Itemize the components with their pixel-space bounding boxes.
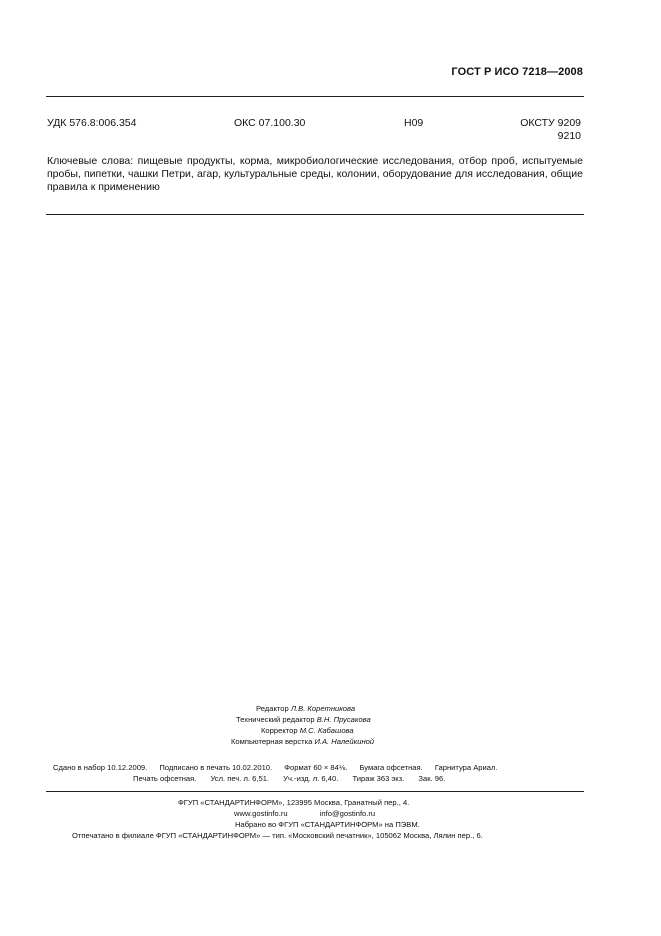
publisher-address: ФГУП «СТАНДАРТИНФОРМ», 123995 Москва, Гранатный пер., 4. (178, 798, 410, 807)
group-code: Н09 (404, 117, 424, 129)
printing: Печать офсетная. (133, 774, 197, 783)
tech-editor-label: Технический редактор (236, 715, 315, 724)
editor-name: Л.В. Коретникова (290, 704, 356, 713)
udk-code: УДК 576.8:006.354 (47, 117, 137, 129)
signed-date: Подписано в печать 10.02.2010. (159, 763, 273, 772)
printer-info: Отпечатано в филиале ФГУП «СТАНДАРТИНФОРМ» — тип. «Московский печатник», 105062 Москва, Лялин пер., 6. (72, 831, 483, 840)
oks-code: ОКС 07.100.30 (234, 117, 306, 129)
font-info: Гарнитура Ариал. (434, 763, 498, 772)
keywords-divider (46, 214, 584, 215)
typeset-date: Сдано в набор 10.12.2009. (53, 763, 148, 772)
okstu-codes (520, 117, 581, 143)
layout-label: Компьютерная верстка (231, 737, 313, 746)
layout-credit (231, 736, 374, 747)
imprint-divider (46, 791, 584, 792)
email-link[interactable]: info@gostinfo.ru (319, 809, 376, 818)
paper: Бумага офсетная. (359, 763, 423, 772)
corrector-label: Корректор (261, 726, 298, 735)
format: Формат 60 × 84⅛. (284, 763, 348, 772)
okstu-code-2: 9210 (557, 130, 581, 142)
contact-line (234, 808, 405, 819)
print-run: Тираж 363 экз. (352, 774, 405, 783)
corrector-name: М.С. Кабашова (299, 726, 354, 735)
editor-credit (256, 703, 355, 714)
publishing-line-1 (53, 762, 508, 773)
tech-editor-credit (236, 714, 371, 725)
okstu-code-1: ОКСТУ 9209 (520, 117, 581, 129)
order-number: Зак. 96. (418, 774, 446, 783)
top-divider (46, 96, 584, 97)
layout-name: И.А. Налейкиной (314, 737, 375, 746)
keywords-paragraph: Ключевые слова: пищевые продукты, корма, микробиологические исследования, отбор проб, испытуемые пробы, пипетки, чашки Петри, агар, культуральные среды, колонии, оборудование для исследования, общие правила к применению (47, 155, 583, 193)
standard-designation: ГОСТ Р ИСО 7218—2008 (451, 66, 583, 78)
publishing-line-2 (133, 773, 457, 784)
print-sheets: Усл. печ. л. 6,51. (210, 774, 270, 783)
editor-label: Редактор (256, 704, 289, 713)
website-link[interactable]: www.gostinfo.ru (234, 809, 288, 818)
tech-editor-name: В.Н. Прусакова (316, 715, 371, 724)
typeset-info: Набрано во ФГУП «СТАНДАРТИНФОРМ» на ПЭВМ. (235, 820, 420, 829)
corrector-credit (261, 725, 354, 736)
publ-sheets: Уч.-изд. л. 6,40. (283, 774, 339, 783)
